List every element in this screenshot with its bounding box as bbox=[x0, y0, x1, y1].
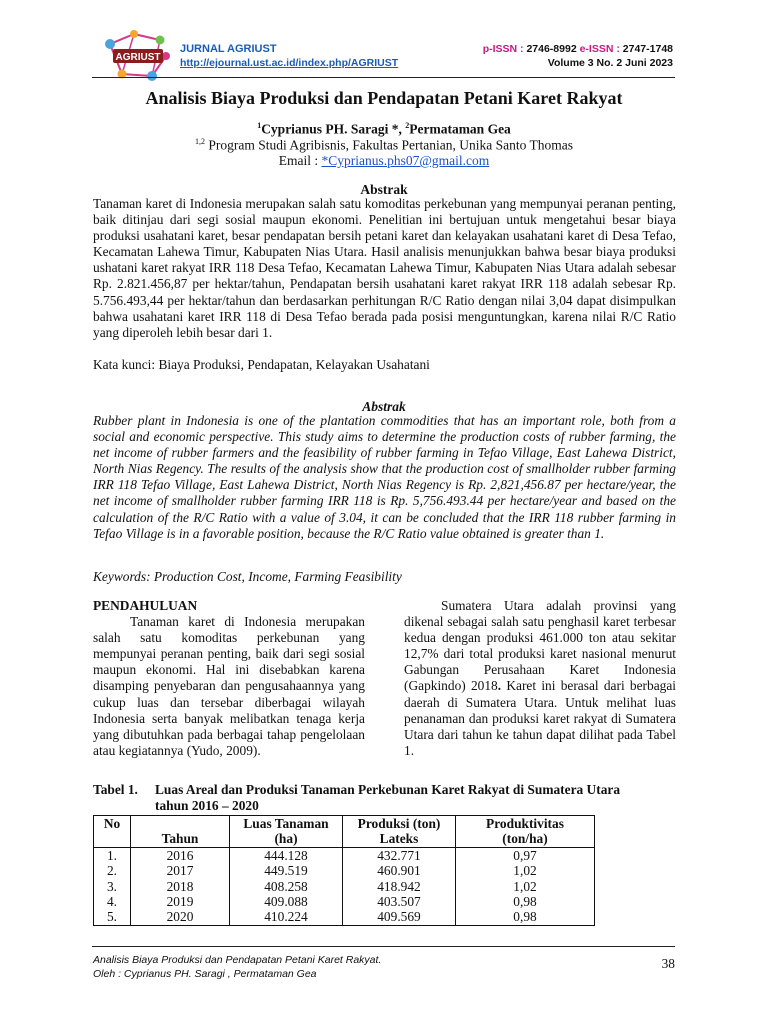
cell-produksi: 432.771 bbox=[343, 847, 456, 863]
abstrak-keywords: Kata kunci: Biaya Produksi, Pendapatan, Kelayakan Usahatani bbox=[93, 357, 430, 372]
table-row bbox=[94, 879, 595, 894]
logo-text: AGRIUST bbox=[115, 52, 161, 63]
cell-produktivitas: 1,02 bbox=[456, 863, 595, 878]
cell-tahun: 2017 bbox=[131, 863, 230, 878]
cell-no: 1. bbox=[94, 847, 131, 863]
cell-luas: 449.519 bbox=[230, 863, 343, 878]
table-row bbox=[94, 847, 595, 863]
author1-sup: 1 bbox=[257, 121, 262, 130]
intro-right-column bbox=[404, 598, 676, 759]
authors bbox=[0, 121, 768, 138]
cell-produksi: 409.569 bbox=[343, 909, 456, 925]
page-number: 38 bbox=[661, 956, 675, 971]
intro-paragraph-right bbox=[404, 598, 676, 759]
col-header-luas: Luas Tanaman (ha) bbox=[230, 816, 343, 848]
table-row bbox=[94, 894, 595, 909]
issn-info bbox=[483, 43, 673, 55]
intro-paragraph-left: Tanaman karet di Indonesia merupakan salah satu komoditas perkebunan yang mempunyai peranan penting, baik dari segi sosial maupun ekonomi. Hal ini disebabkan karena disamping penyebaran dan pengusahaannya yang cukup luas dan tersebar diberbagai wilayah Indonesia serta banyak melibatkan tenaga kerja yang dibutuhkan pada berbagai tahap pengelolaan atau kegiatannya (Yudo, 2009). bbox=[93, 614, 365, 758]
author2-sup: 2 bbox=[405, 121, 410, 130]
p-issn-value: 2746-8992 bbox=[526, 43, 577, 55]
cell-luas: 409.088 bbox=[230, 894, 343, 909]
cell-tahun: 2018 bbox=[131, 879, 230, 894]
volume-info: Volume 3 No. 2 Juni 2023 bbox=[547, 57, 673, 69]
intro-right-text-a: Sumatera Utara adalah provinsi yang dikenal sebagai salah satu penghasil karet terbesar kedua dengan produksi 461.000 ton atau sekitar 12,7% dari total produksi karet nasional menurut Gabungan Perusahaan Karet Indonesia (Gapkindo) 2018 bbox=[404, 598, 676, 694]
col-header-no: No bbox=[94, 816, 131, 848]
cell-produksi: 403.507 bbox=[343, 894, 456, 909]
cell-produksi: 418.942 bbox=[343, 879, 456, 894]
affiliation-text: Program Studi Agribisnis, Fakultas Pertanian, Unika Santo Thomas bbox=[205, 137, 573, 153]
cell-tahun: 2020 bbox=[131, 909, 230, 925]
table-row bbox=[94, 909, 595, 925]
p-issn-label: p-ISSN : bbox=[482, 43, 524, 55]
author1: Cyprianus PH. Saragi *, bbox=[261, 121, 406, 137]
table-caption-line2: tahun 2016 – 2020 bbox=[155, 798, 259, 814]
intro-heading: PENDAHULUAN bbox=[93, 598, 198, 613]
author2: Permataman Gea bbox=[409, 121, 511, 137]
cell-produktivitas: 0,97 bbox=[456, 847, 595, 863]
intro-right-text-b: Karet ini berasal dari berbagai daerah di Sumatera Utara. Untuk melihat luas penanaman dan produksi karet rakyat di Sumatera Utara dari tahun ke tahun dapat dilihat pada Tabel 1. bbox=[404, 678, 676, 758]
cell-no: 3. bbox=[94, 879, 131, 894]
cell-produktivitas: 1,02 bbox=[456, 879, 595, 894]
intro-left-column bbox=[93, 598, 365, 759]
journal-url-link[interactable]: http://ejournal.ust.ac.id/index.php/AGRIUST bbox=[180, 57, 399, 69]
email-link[interactable]: *Cyprianus.phs07@gmail.com bbox=[321, 153, 490, 168]
cell-luas: 444.128 bbox=[230, 847, 343, 863]
journal-name: JURNAL AGRIUST bbox=[180, 43, 277, 55]
col-header-tahun: Tahun bbox=[131, 816, 230, 848]
e-issn-value: 2747-1748 bbox=[622, 43, 673, 55]
abstrak-heading: Abstrak bbox=[360, 182, 408, 197]
email-label: Email : bbox=[278, 153, 322, 168]
header-divider bbox=[92, 77, 675, 78]
cell-no: 4. bbox=[94, 894, 131, 909]
cell-tahun: 2019 bbox=[131, 894, 230, 909]
footer-title: Analisis Biaya Produksi dan Pendapatan Petani Karet Rakyat. bbox=[93, 954, 382, 966]
footer-authors: Oleh : Cyprianus PH. Saragi , Permataman Gea bbox=[93, 968, 317, 980]
e-issn-label: e-ISSN : bbox=[579, 43, 620, 55]
email-line bbox=[0, 153, 768, 169]
cell-produktivitas: 0,98 bbox=[456, 894, 595, 909]
cell-luas: 408.258 bbox=[230, 879, 343, 894]
cell-tahun: 2016 bbox=[131, 847, 230, 863]
table-row bbox=[94, 863, 595, 878]
cell-produksi: 460.901 bbox=[343, 863, 456, 878]
abstract-text: Rubber plant in Indonesia is one of the plantation commodities that has an important role, both from a social and economic perspective. This study aims to determine the production costs of rubber farming, the net income of rubber farmers and the feasibility of rubber farming in Tefao Village, East Lahewa District, North Nias Regency. The results of the analysis show that the production cost of smallholder rubber farming IRR 118 Tefao Village, East Lahewa District, North Nias Regency is Rp. 2,821,456.87 per hectare/year, the net income of smallholder rubber farming IRR 118 is Rp. 5,756.493.44 per hectare/year and based on the calculation of the R/C Ratio with a value of 3.04, it can be concluded that the IRR 118 rubber farming in Tefao Village is in a favorable position, because the R/C Ratio value obtained is greater than 1. bbox=[93, 413, 676, 541]
cell-no: 5. bbox=[94, 909, 131, 925]
abstrak-text: Tanaman karet di Indonesia merupakan salah satu komoditas perkebunan yang mempunyai peranan penting, baik ditinjau dari segi sosial maupun ekonomi. Penelitian ini bertujuan untuk mengetahui besar biaya produksi usahatani karet, besar pendapatan bersih petani karet dan kelayakan usahatani karet di Desa Tefao, Kecamatan Lahewa Timur, Kabupaten Nias Utara. Hasil analisis menunjukkan bahwa besar biaya produksi ushatani karet rakyat IRR 118 Desa Tefao, Kecamatan Lahewa Timur, Kabupaten Nias Utara adalah sebesar Rp. 2.821.456,87 per hektar/tahun, Pendapatan bersih usahatani karet rakyat IRR 118 adalah sebesar Rp. 5.756.493,44 per hektar/tahun dan berdasarkan perhitungan R/C Ratio dengan nilai 3,04 dapat disimpulkan bahwa usahatani karet IRR 118 di Desa Tefao berada pada posisi menguntungkan, karena nilai R/C Ratio yang diperoleh lebih besar dari 1. bbox=[93, 196, 676, 340]
journal-logo bbox=[100, 30, 174, 82]
cell-luas: 410.224 bbox=[230, 909, 343, 925]
production-table bbox=[93, 815, 595, 926]
affil-sup: 1,2 bbox=[195, 137, 205, 146]
table-caption-line1: Luas Areal dan Produksi Tanaman Perkebunan Karet Rakyat di Sumatera Utara bbox=[155, 782, 621, 797]
footer-divider bbox=[92, 946, 675, 947]
table-caption bbox=[93, 782, 676, 814]
abstract-heading: Abstrak bbox=[362, 399, 406, 414]
cell-produktivitas: 0,98 bbox=[456, 909, 595, 925]
cell-no: 2. bbox=[94, 863, 131, 878]
article-title: Analisis Biaya Produksi dan Pendapatan Petani Karet Rakyat bbox=[145, 88, 623, 108]
intro-right-dot: . bbox=[497, 678, 502, 694]
affiliation bbox=[0, 137, 768, 154]
col-header-produksi: Produksi (ton) Lateks bbox=[343, 816, 456, 848]
abstract-keywords: Keywords: Production Cost, Income, Farming Feasibility bbox=[93, 569, 402, 584]
col-header-produktivitas: Produktivitas (ton/ha) bbox=[456, 816, 595, 848]
table-label: Tabel 1. bbox=[93, 782, 138, 797]
